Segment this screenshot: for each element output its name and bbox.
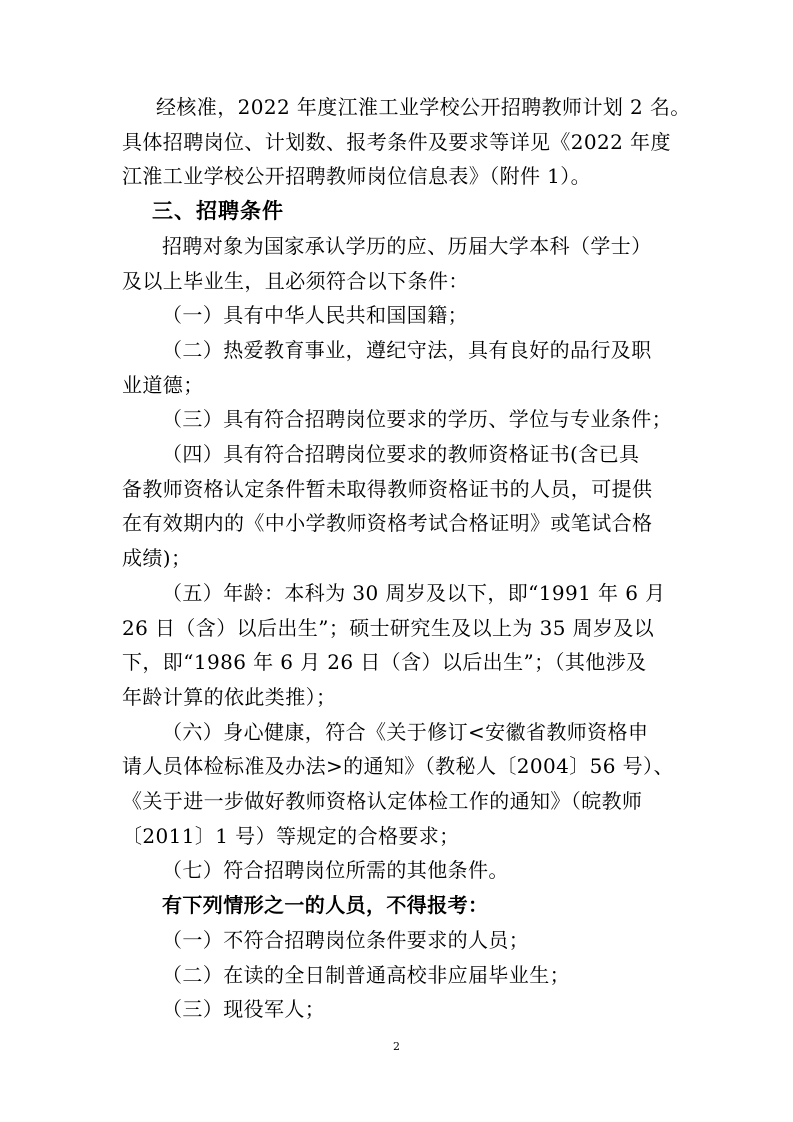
text-line: 在有效期内的《中小学教师资格考试合格证明》或笔试合格 [122,511,653,535]
text-line: （六）身心健康，符合《关于修订<安徽省教师资格申 [162,720,649,744]
text-line: （三）具有符合招聘岗位要求的学历、学位与专业条件； [162,407,672,431]
text-line: （一）不符合招聘岗位条件要求的人员； [162,928,530,952]
text-line: 备教师资格认定条件暂未取得教师资格证书的人员，可提供 [122,477,653,501]
text-line: （七）符合招聘岗位所需的其他条件。 [162,858,509,882]
text-line: （二）热爱教育事业，遵纪守法，具有良好的品行及职 [162,338,652,362]
text-line: 具体招聘岗位、计划数、报考条件及要求等详见《2022 年度 [122,130,671,154]
text-line: （三）现役军人； [162,997,326,1021]
text-line: 请人员体检标准及办法>的通知》（教秘人〔2004〕56 号）、 [122,754,674,778]
section-heading: 三、招聘条件 [152,199,284,223]
text-line: （五）年龄：本科为 30 周岁及以下，即“1991 年 6 月 [162,581,666,605]
text-line: 经核准，2022 年度江淮工业学校公开招聘教师计划 2 名。 [156,95,691,119]
page-number: 2 [393,1040,400,1053]
text-line: 成绩)； [122,546,192,570]
text-line: （二）在读的全日制普通高校非应届毕业生； [162,963,570,987]
text-line: 业道德； [122,373,204,397]
text-line: （一）具有中华人民共和国国籍； [162,303,468,327]
text-line: 年龄计算的依此类推）； [122,685,337,709]
text-line: 《关于进一步做好教师资格认定体检工作的通知》（皖教师 [122,789,643,813]
text-line: 及以上毕业生，且必须符合以下条件： [122,269,469,293]
text-line: 招聘对象为国家承认学历的应、历届大学本科（学士） [162,234,652,258]
text-line: 〔2011〕1 号）等规定的合格要求； [122,824,460,848]
subheading: 有下列情形之一的人员，不得报考： [162,893,489,917]
text-line: 下，即“1986 年 6 月 26 日（含）以后出生”；（其他涉及 [122,650,647,674]
text-line: 26 日（含）以后出生”；硕士研究生及以上为 35 周岁及以 [122,616,655,640]
text-line: 江淮工业学校公开招聘教师岗位信息表》（附件 1）。 [122,164,592,188]
text-line: （四）具有符合招聘岗位要求的教师资格证书(含已具 [162,442,640,466]
